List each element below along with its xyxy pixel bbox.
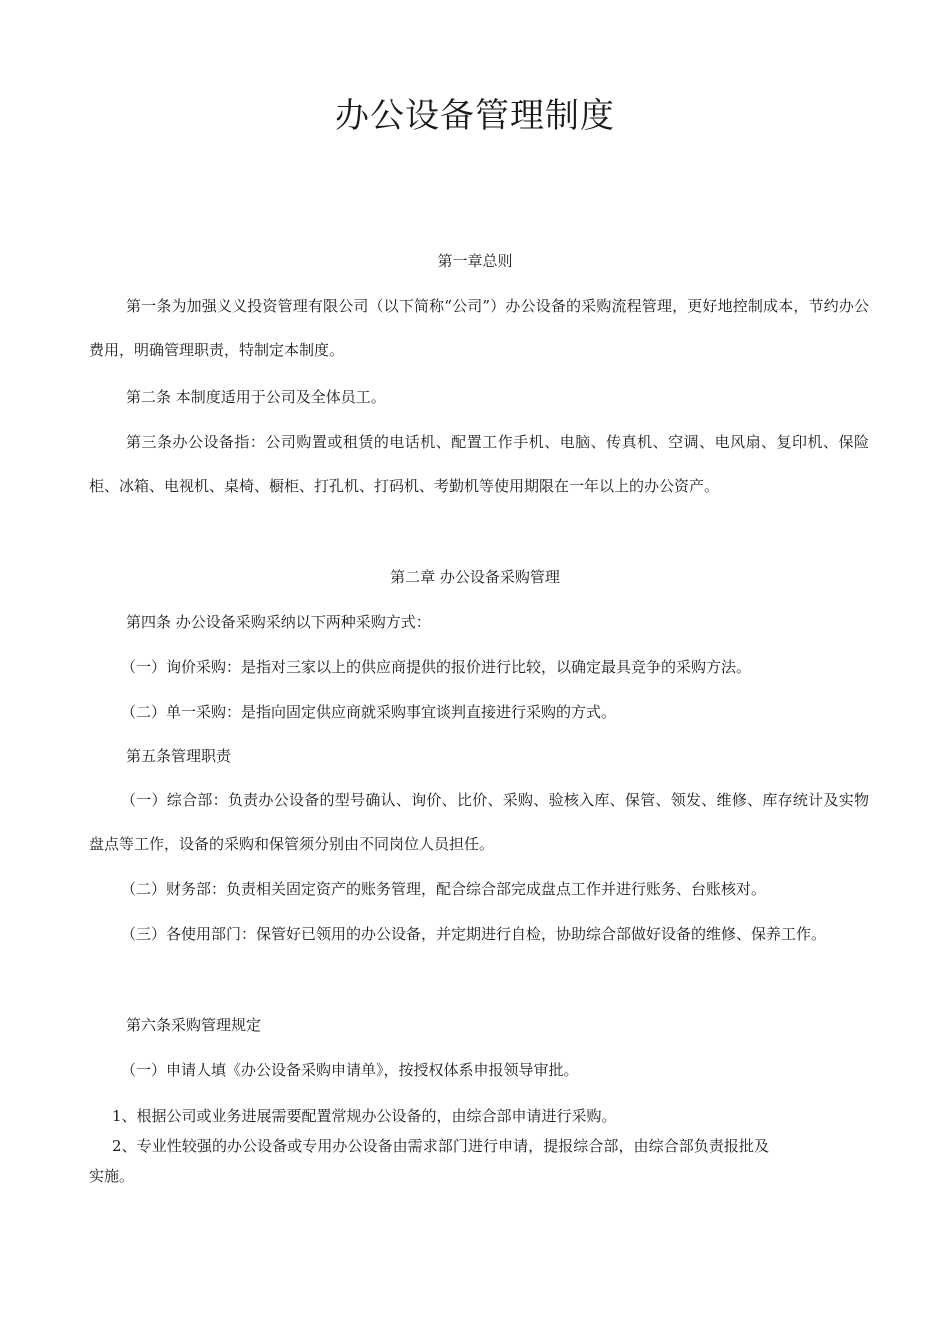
- chapter-2-heading: 第二章 办公设备采购管理: [390, 568, 560, 586]
- article-4-item-2: （二）单一采购：是指向固定供应商就采购事宜谈判直接进行采购的方式。: [121, 703, 617, 721]
- numbered-item-2: 2、专业性较强的办公设备或专用办公设备由需求部门进行申请，提报综合部，由综合部负责报批及实施。: [89, 1137, 769, 1185]
- document-title: 办公设备管理制度: [335, 96, 615, 136]
- article-6-item-1: （一）申请人填《办公设备采购申请单》，按授权体系申报领导审批。: [121, 1061, 579, 1079]
- numbered-item-1: 1、根据公司或业务进展需要配置常规办公设备的，由综合部申请进行采购。: [112, 1107, 617, 1125]
- article-4: 第四条 办公设备采购采纳以下两种采购方式：: [126, 613, 431, 631]
- article-6: 第六条采购管理规定: [126, 1016, 262, 1034]
- article-5: 第五条管理职责: [126, 747, 232, 765]
- article-5-item-1: （一）综合部：负责办公设备的型号确认、询价、比价、采购、验核入库、保管、领发、维修、库存统计及实物盘点等工作，设备的采购和保管须分别由不同岗位人员担任。: [89, 791, 869, 853]
- article-4-item-1: （一）询价采购：是指对三家以上的供应商提供的报价进行比较，以确定最具竞争的采购方法。: [121, 658, 752, 676]
- article-3: 第三条办公设备指：公司购置或租赁的电话机、配置工作手机、电脑、传真机、空调、电风扇、复印机、保险柜、冰箱、电视机、桌椅、橱柜、打孔机、打码机、考勤机等使用期限在一年以上的办公资产。: [89, 433, 869, 495]
- article-5-item-3: （三）各使用部门：保管好已领用的办公设备，并定期进行自检，协助综合部做好设备的维修、保养工作。: [121, 925, 827, 943]
- chapter-1-heading: 第一章总则: [437, 252, 513, 270]
- article-5-item-2: （二）财务部：负责相关固定资产的账务管理，配合综合部完成盘点工作并进行账务、台账核对。: [121, 880, 767, 898]
- article-2: 第二条 本制度适用于公司及全体员工。: [126, 388, 386, 406]
- article-1: 第一条为加强义义投资管理有限公司（以下简称“公司”）办公设备的采购流程管理，更好地控制成本，节约办公费用，明确管理职责，特制定本制度。: [89, 297, 869, 359]
